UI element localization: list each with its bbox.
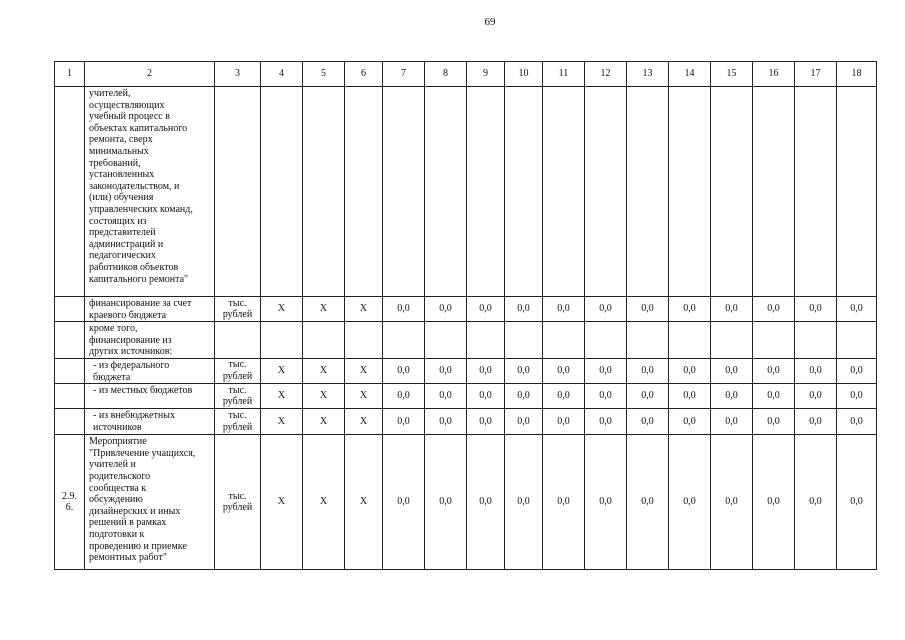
value-cell bbox=[261, 87, 303, 297]
value-cell: 0,0 bbox=[383, 358, 425, 383]
description-cell: - из местных бюджетов bbox=[85, 384, 215, 409]
row-number-cell bbox=[55, 297, 85, 322]
value-cell: 0,0 bbox=[543, 435, 585, 570]
table-row bbox=[55, 384, 877, 409]
value-cell: 0,0 bbox=[627, 384, 669, 409]
value-cell: 0,0 bbox=[669, 409, 711, 435]
header-cell: 12 bbox=[585, 62, 627, 87]
budget-table bbox=[54, 61, 877, 570]
value-cell: 0,0 bbox=[627, 358, 669, 383]
value-cell: 0,0 bbox=[837, 435, 877, 570]
value-cell bbox=[753, 87, 795, 297]
value-cell: 0,0 bbox=[627, 435, 669, 570]
value-cell: 0,0 bbox=[711, 358, 753, 383]
value-cell: 0,0 bbox=[795, 358, 837, 383]
value-cell bbox=[837, 87, 877, 297]
value-cell bbox=[711, 87, 753, 297]
value-cell: 0,0 bbox=[505, 384, 543, 409]
value-cell: 0,0 bbox=[383, 409, 425, 435]
value-cell: 0,0 bbox=[711, 409, 753, 435]
value-cell bbox=[467, 322, 505, 359]
unit-cell: тыс. рублей bbox=[215, 409, 261, 435]
unit-cell: тыс. рублей bbox=[215, 384, 261, 409]
header-row bbox=[55, 62, 877, 87]
value-cell bbox=[711, 322, 753, 359]
header-cell: 10 bbox=[505, 62, 543, 87]
value-cell: 0,0 bbox=[669, 297, 711, 322]
value-cell: 0,0 bbox=[505, 409, 543, 435]
value-cell: 0,0 bbox=[467, 384, 505, 409]
value-cell: Х bbox=[345, 358, 383, 383]
value-cell: 0,0 bbox=[711, 297, 753, 322]
value-cell: 0,0 bbox=[795, 435, 837, 570]
value-cell: 0,0 bbox=[753, 297, 795, 322]
value-cell: 0,0 bbox=[711, 435, 753, 570]
description-cell: учителей, осуществляющих учебный процесс в объектах капитального ремонта, сверх минимальных требований, установленных законодательством, и (или) обучения управленческих команд, состоящих из представителей администраций и педагогических работников объектов капитального ремонта" bbox=[85, 87, 215, 297]
unit-cell: тыс. рублей bbox=[215, 358, 261, 383]
value-cell bbox=[505, 322, 543, 359]
value-cell bbox=[753, 322, 795, 359]
value-cell: 0,0 bbox=[753, 435, 795, 570]
header-cell: 8 bbox=[425, 62, 467, 87]
header-cell: 6 bbox=[345, 62, 383, 87]
value-cell: 0,0 bbox=[585, 297, 627, 322]
table-row bbox=[55, 358, 877, 383]
value-cell: 0,0 bbox=[627, 409, 669, 435]
value-cell: Х bbox=[261, 409, 303, 435]
value-cell: 0,0 bbox=[585, 409, 627, 435]
header-cell: 7 bbox=[383, 62, 425, 87]
value-cell bbox=[345, 87, 383, 297]
value-cell: 0,0 bbox=[753, 409, 795, 435]
header-cell: 5 bbox=[303, 62, 345, 87]
value-cell bbox=[837, 322, 877, 359]
value-cell bbox=[585, 87, 627, 297]
value-cell bbox=[627, 322, 669, 359]
value-cell: 0,0 bbox=[467, 409, 505, 435]
value-cell: 0,0 bbox=[795, 409, 837, 435]
value-cell: 0,0 bbox=[467, 435, 505, 570]
value-cell: Х bbox=[345, 297, 383, 322]
value-cell: 0,0 bbox=[795, 297, 837, 322]
description-cell: - из внебюджетных источников bbox=[85, 409, 215, 435]
value-cell: Х bbox=[261, 297, 303, 322]
value-cell: 0,0 bbox=[753, 384, 795, 409]
header-cell: 1 bbox=[55, 62, 85, 87]
description-cell: - из федерального бюджета bbox=[85, 358, 215, 383]
header-cell: 15 bbox=[711, 62, 753, 87]
unit-cell: тыс. рублей bbox=[215, 435, 261, 570]
value-cell bbox=[383, 87, 425, 297]
value-cell: 0,0 bbox=[711, 384, 753, 409]
value-cell bbox=[543, 322, 585, 359]
value-cell: 0,0 bbox=[585, 358, 627, 383]
row-number-cell bbox=[55, 409, 85, 435]
value-cell: Х bbox=[303, 297, 345, 322]
row-number-cell: 2.9. 6. bbox=[55, 435, 85, 570]
header-cell: 11 bbox=[543, 62, 585, 87]
value-cell bbox=[261, 322, 303, 359]
value-cell: 0,0 bbox=[467, 297, 505, 322]
row-number-cell bbox=[55, 87, 85, 297]
table-row bbox=[55, 87, 877, 297]
header-cell: 17 bbox=[795, 62, 837, 87]
value-cell: Х bbox=[303, 384, 345, 409]
value-cell bbox=[627, 87, 669, 297]
value-cell bbox=[585, 322, 627, 359]
value-cell: 0,0 bbox=[627, 297, 669, 322]
row-number-cell bbox=[55, 322, 85, 359]
header-cell: 9 bbox=[467, 62, 505, 87]
value-cell bbox=[467, 87, 505, 297]
header-cell: 2 bbox=[85, 62, 215, 87]
value-cell: 0,0 bbox=[795, 384, 837, 409]
value-cell bbox=[425, 87, 467, 297]
value-cell bbox=[303, 322, 345, 359]
header-cell: 13 bbox=[627, 62, 669, 87]
value-cell bbox=[425, 322, 467, 359]
header-cell: 14 bbox=[669, 62, 711, 87]
value-cell: Х bbox=[261, 358, 303, 383]
description-cell: кроме того, финансирование из других источников: bbox=[85, 322, 215, 359]
value-cell: 0,0 bbox=[669, 384, 711, 409]
value-cell: 0,0 bbox=[543, 384, 585, 409]
value-cell: 0,0 bbox=[543, 297, 585, 322]
value-cell: 0,0 bbox=[425, 358, 467, 383]
value-cell: 0,0 bbox=[425, 409, 467, 435]
value-cell: Х bbox=[345, 409, 383, 435]
value-cell: Х bbox=[345, 435, 383, 570]
value-cell: Х bbox=[345, 384, 383, 409]
value-cell: 0,0 bbox=[669, 358, 711, 383]
value-cell bbox=[795, 87, 837, 297]
value-cell: Х bbox=[303, 409, 345, 435]
value-cell: Х bbox=[303, 435, 345, 570]
value-cell: 0,0 bbox=[505, 358, 543, 383]
value-cell: 0,0 bbox=[543, 358, 585, 383]
header-cell: 16 bbox=[753, 62, 795, 87]
value-cell: Х bbox=[303, 358, 345, 383]
table-row bbox=[55, 435, 877, 570]
value-cell: 0,0 bbox=[753, 358, 795, 383]
value-cell: 0,0 bbox=[425, 297, 467, 322]
value-cell: 0,0 bbox=[425, 435, 467, 570]
value-cell bbox=[505, 87, 543, 297]
value-cell: 0,0 bbox=[543, 409, 585, 435]
value-cell: 0,0 bbox=[669, 435, 711, 570]
table-row bbox=[55, 409, 877, 435]
value-cell: 0,0 bbox=[585, 384, 627, 409]
value-cell: 0,0 bbox=[505, 297, 543, 322]
description-cell: Мероприятие "Привлечение учащихся, учителей и родительского сообщества к обсуждению дизайнерских и иных решений в рамках подготовки к проведению и приемке ремонтных работ" bbox=[85, 435, 215, 570]
value-cell: 0,0 bbox=[837, 409, 877, 435]
value-cell: 0,0 bbox=[837, 384, 877, 409]
value-cell bbox=[303, 87, 345, 297]
row-number-cell bbox=[55, 358, 85, 383]
header-cell: 18 bbox=[837, 62, 877, 87]
value-cell: 0,0 bbox=[383, 297, 425, 322]
description-cell: финансирование за счет краевого бюджета bbox=[85, 297, 215, 322]
value-cell: Х bbox=[261, 384, 303, 409]
table-row bbox=[55, 297, 877, 322]
table-row bbox=[55, 322, 877, 359]
header-cell: 3 bbox=[215, 62, 261, 87]
value-cell: 0,0 bbox=[837, 358, 877, 383]
page-number: 69 bbox=[484, 16, 496, 28]
row-number-cell bbox=[55, 384, 85, 409]
value-cell bbox=[669, 322, 711, 359]
value-cell bbox=[669, 87, 711, 297]
value-cell: 0,0 bbox=[505, 435, 543, 570]
value-cell: Х bbox=[261, 435, 303, 570]
unit-cell: тыс. рублей bbox=[215, 297, 261, 322]
table-body bbox=[55, 62, 877, 570]
value-cell bbox=[345, 322, 383, 359]
unit-cell bbox=[215, 87, 261, 297]
value-cell: 0,0 bbox=[383, 384, 425, 409]
value-cell bbox=[383, 322, 425, 359]
unit-cell bbox=[215, 322, 261, 359]
value-cell: 0,0 bbox=[383, 435, 425, 570]
value-cell: 0,0 bbox=[425, 384, 467, 409]
value-cell bbox=[795, 322, 837, 359]
header-cell: 4 bbox=[261, 62, 303, 87]
value-cell: 0,0 bbox=[467, 358, 505, 383]
value-cell: 0,0 bbox=[585, 435, 627, 570]
value-cell: 0,0 bbox=[837, 297, 877, 322]
value-cell bbox=[543, 87, 585, 297]
